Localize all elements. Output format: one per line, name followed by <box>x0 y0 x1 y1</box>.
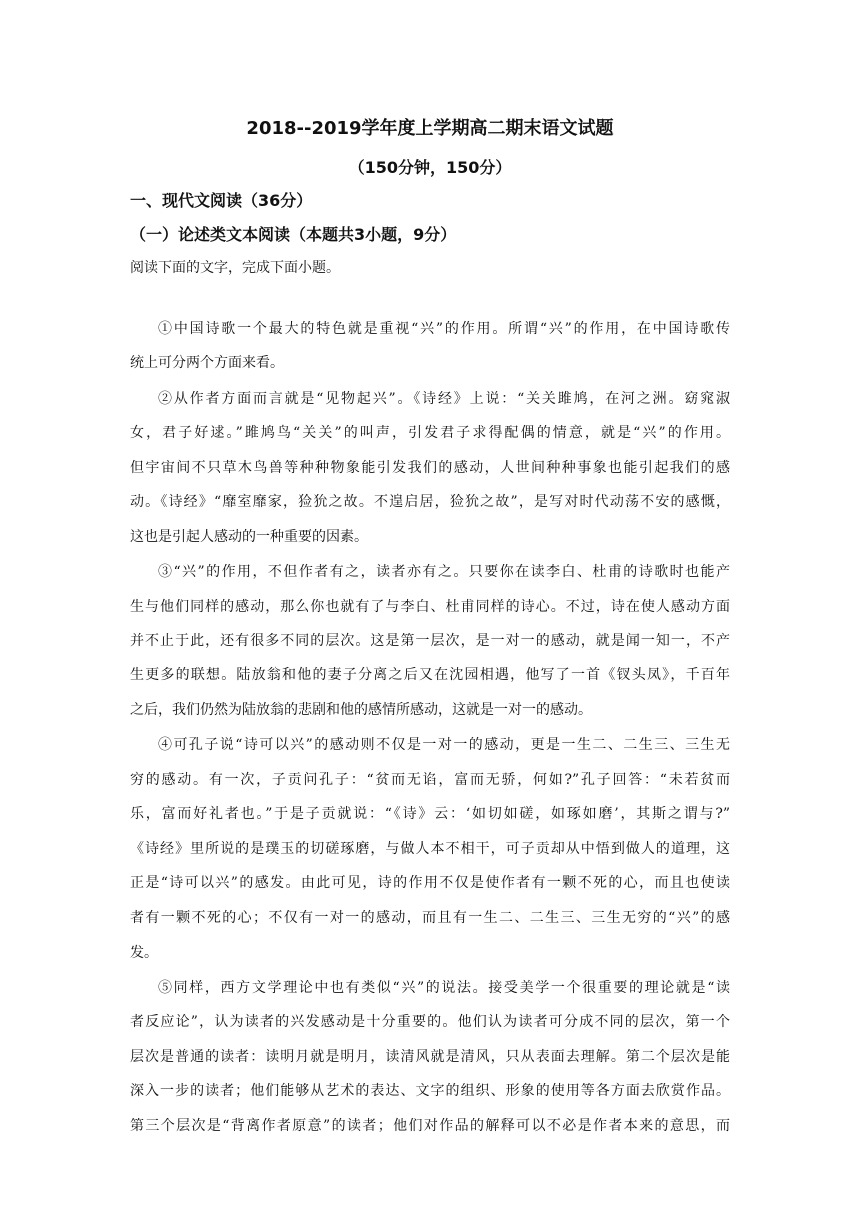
text-line: 穷的感动。有一次，子贡问孔子：“贫而无谄，富而无骄，何如?”孔子回答：“未若贫而 <box>130 772 730 788</box>
text-line: 者有一颗不死的心；不仅有一对一的感动，而且有一生二、二生三、三生无穷的“兴”的感 <box>130 910 730 926</box>
text-line: 这也是引起人感动的一种重要的因素。 <box>130 529 368 545</box>
text-line: 发。 <box>130 945 158 961</box>
text-line: 女，君子好逑。”雎鸠鸟“关关”的叫声，引发君子求得配偶的情意，就是“兴”的作用。 <box>130 425 730 441</box>
text-line: ⑤同样，西方文学理论中也有类似“兴”的说法。接受美学一个很重要的理论就是“读 <box>158 980 730 996</box>
text-line: 生与他们同样的感动，那么你也就有了与李白、杜甫同样的诗心。不过，诗在使人感动方面 <box>130 599 730 615</box>
text-line: 之后，我们仍然为陆放翁的悲剧和他的感情所感动，这就是一对一的感动。 <box>130 702 592 718</box>
text-line: 生更多的联想。陆放翁和他的妻子分离之后又在沈园相遇，他写了一首《钗头凤》，千百年 <box>130 667 730 683</box>
text-line: 动。《诗经》“靡室靡家，猃狁之故。不遑启居，猃狁之故”，是写对时代动荡不安的感慨， <box>130 494 730 510</box>
text-line: 乐，富而好礼者也。”于是子贡就说：“《诗》云：‘如切如磋，如琢如磨’，其斯之谓与?” <box>130 806 730 822</box>
exam-subtitle: （150分钟，150分） <box>348 158 512 177</box>
subsection-heading: （一）论述类文本阅读（本题共3小题，9分） <box>130 225 457 244</box>
text-line: 层次是普通的读者：读明月就是明月，读清风就是清风，只从表面去理解。第二个层次是能 <box>130 1049 730 1065</box>
text-line: 统上可分两个方面来看。 <box>130 355 284 371</box>
text-line: 但宇宙间不只草木鸟兽等种种物象能引发我们的感动，人世间种种事象也能引起我们的感 <box>130 460 730 476</box>
text-line: ④可孔子说“诗可以兴”的感动则不仅是一对一的感动，更是一生二、二生三、三生无 <box>158 737 730 753</box>
text-line: ③“兴”的作用，不但作者有之，读者亦有之。只要你在读李白、杜甫的诗歌时也能产 <box>158 564 730 580</box>
text-line: 正是“诗可以兴”的感发。由此可见，诗的作用不仅是使作者有一颗不死的心，而且也使读 <box>130 875 730 891</box>
text-line: ②从作者方面而言就是“见物起兴”。《诗经》上说：“关关雎鸠，在河之洲。窈窕淑 <box>158 391 730 407</box>
text-line: 并不止于此，还有很多不同的层次。这是第一层次，是一对一的感动，就是闻一知一，不产 <box>130 633 730 649</box>
exam-title: 2018--2019学年度上学期高二期末语文试题 <box>246 118 614 139</box>
text-line: ①中国诗歌一个最大的特色就是重视“兴”的作用。所谓“兴”的作用，在中国诗歌传 <box>158 321 730 337</box>
section-heading: 一、现代文阅读（36分） <box>130 191 313 210</box>
text-line: 深入一步的读者；他们能够从艺术的表达、文字的组织、形象的使用等各方面去欣赏作品。 <box>130 1083 730 1099</box>
text-line: 第三个层次是“背离作者原意”的读者；他们对作品的解释可以不必是作者本来的意思，而 <box>130 1118 730 1134</box>
text-line: 者反应论”，认为读者的兴发感动是十分重要的。他们认为读者可分成不同的层次，第一个 <box>130 1014 730 1030</box>
text-line: 《诗经》里所说的是璞玉的切磋琢磨，与做人本不相干，可子贡却从中悟到做人的道理，这 <box>130 841 730 857</box>
reading-instruction: 阅读下面的文字，完成下面小题。 <box>130 260 340 276</box>
